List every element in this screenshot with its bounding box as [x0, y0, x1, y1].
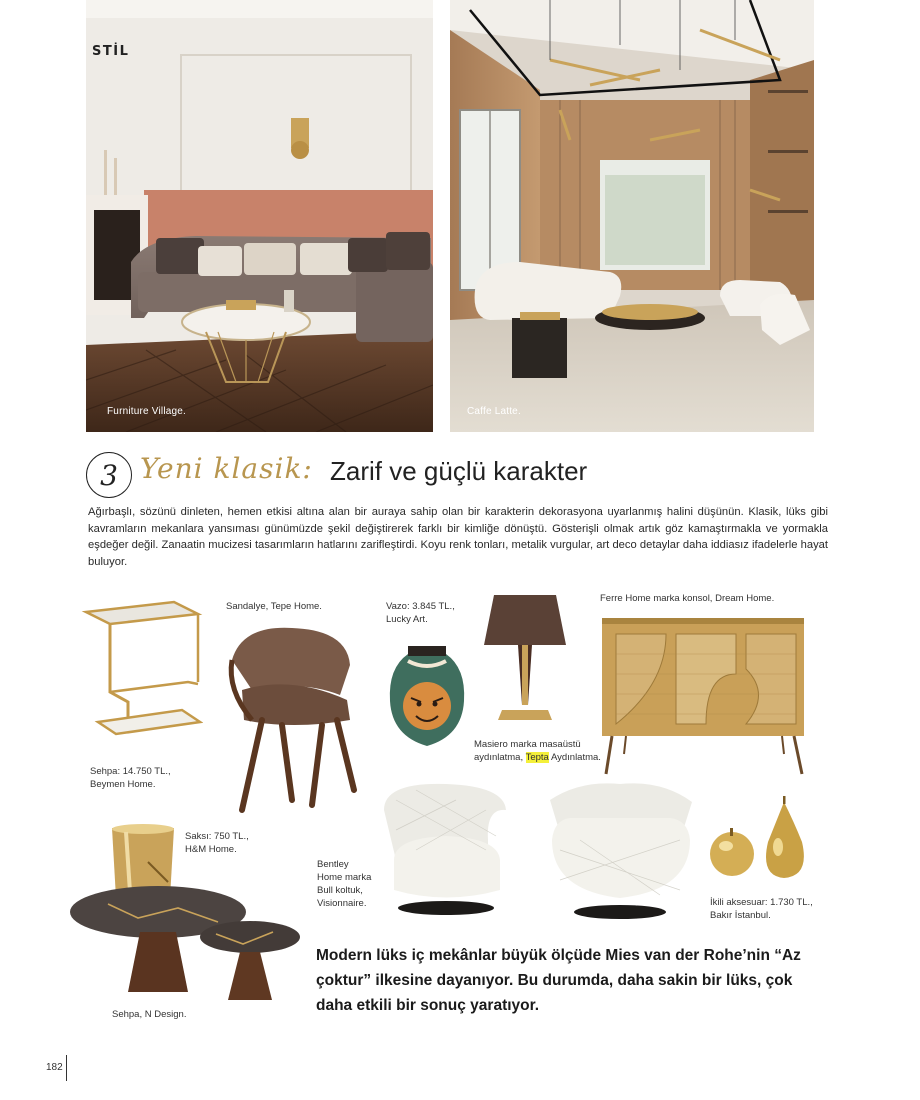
vase-image — [386, 636, 468, 751]
page-number-rule — [66, 1055, 67, 1081]
living-room-photo — [86, 0, 433, 432]
lamp-image — [480, 590, 570, 725]
vase-caption: Vazo: 3.845 TL., Lucky Art. — [386, 601, 455, 625]
heading-title: Zarif ve güçlü karakter — [330, 456, 588, 486]
highlighted-brand: Tepta — [525, 752, 549, 763]
console-caption: Ferre Home marka konsol, Dream Home. — [600, 593, 775, 604]
coffee-table-caption: Sehpa, N Design. — [112, 1009, 187, 1020]
coffee-table-image — [68, 882, 303, 1007]
chair-image — [222, 620, 367, 815]
armchair-left-image — [376, 780, 526, 920]
heading-script: Yeni klasik: — [140, 452, 313, 485]
photo-caption-right: Caffe Latte. — [467, 406, 521, 417]
lounge-photo — [450, 0, 814, 432]
accessory-image — [706, 792, 816, 884]
pot-caption: Saksı: 750 TL., H&M Home. — [185, 831, 249, 855]
lamp-caption: Masiero marka masaüstü aydınlatma, Tepta Aydınlatma. — [474, 739, 601, 763]
page-number: 182 — [46, 1062, 63, 1073]
chair-caption: Sandalye, Tepe Home. — [226, 601, 322, 612]
side-table-image — [78, 592, 203, 752]
section-label: STİL — [92, 44, 130, 59]
console-image — [596, 614, 812, 779]
pull-quote: Modern lüks iç mekânlar büyük ölçüde Mies van der Rohe’nin “Az çoktur” ilkesine dayanıyor. Bu durumda, daha sakin bir lüks, çok daha etkili bir sonuç yaratıyor. — [316, 947, 801, 1014]
photo-caption-left: Furniture Village. — [107, 406, 187, 417]
armchair-right-image — [540, 780, 700, 922]
accessory-caption: İkili aksesuar: 1.730 TL., Bakır İstanbul. — [710, 897, 813, 921]
section-number: 3 — [86, 452, 132, 498]
armchair-caption: Bentley Home marka Bull koltuk, Visionnaire. — [317, 859, 372, 909]
intro-paragraph: Ağırbaşlı, sözünü dinleten, hemen etkisi altına alan bir auraya sahip olan bir karakterin dekorasyona uyarlanmış halini düşünün. Klasik, lüks gibi kavramların mekanlara yansıması günümüzde şekil değiştirerek farklı bir kimliğe dönüştü. Gösterişli olmak artık göz kamaştırmakla ve yormakla eşdeğer değil. Zanaatin mucizesi tasarımların hatlarını zarifleştirdi. Koyu renk tonları, metalik vurgular, art deco detaylar daha iddiasız ifadelerle hayat buluyor. — [88, 506, 828, 568]
side-table-caption: Sehpa: 14.750 TL., Beymen Home. — [90, 766, 171, 790]
